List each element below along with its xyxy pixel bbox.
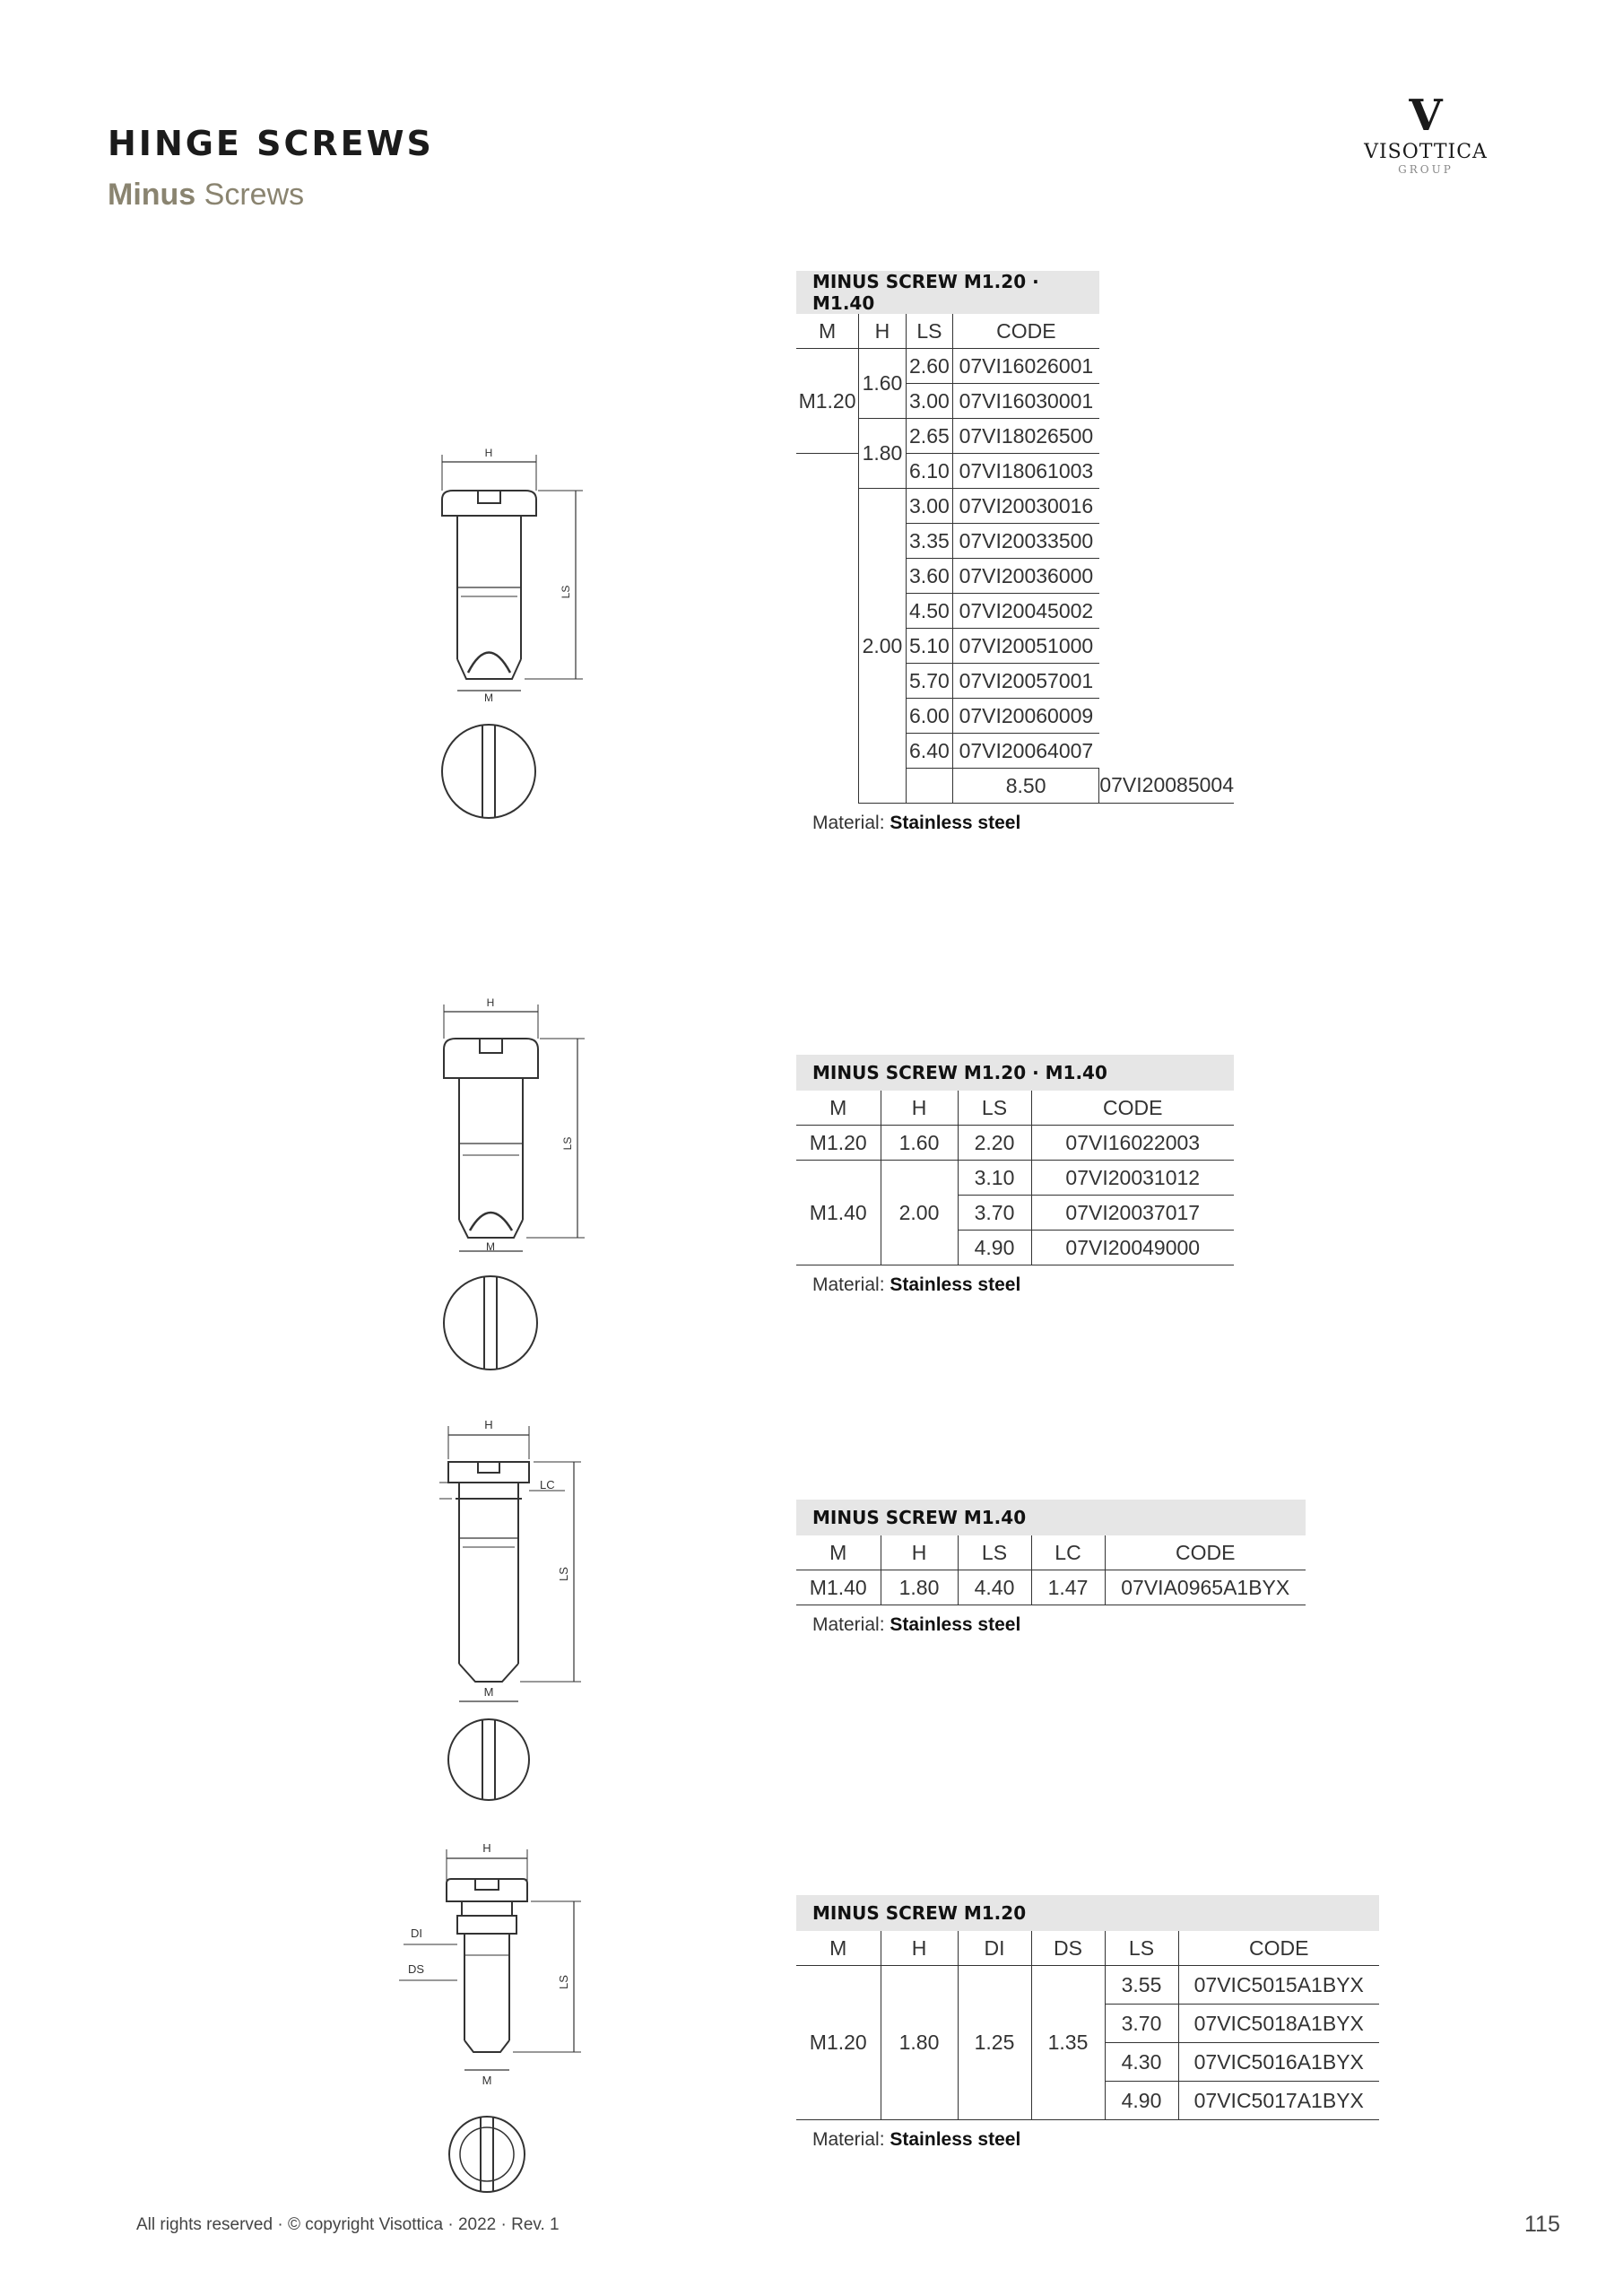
cell-ls: 3.60 [906, 559, 952, 594]
cell-lc: 1.47 [1031, 1570, 1105, 1605]
material-note [796, 813, 1234, 834]
subtitle-rest: Screws [204, 178, 305, 212]
cell-ls: 4.40 [958, 1570, 1031, 1605]
cell-m: M1.20 [796, 1966, 881, 2120]
col-header-m: M [796, 1931, 881, 1966]
cell-ls: 3.10 [958, 1161, 1031, 1196]
logo-mark: V [1409, 91, 1443, 141]
cell-code: 07VI20060009 [952, 699, 1098, 734]
logo-name: VISOTTICA [1364, 141, 1488, 163]
cell-ls: 3.55 [1105, 1966, 1178, 2005]
dim-ds-label: DS [408, 1962, 425, 1976]
cell-code: 07VI20045002 [952, 594, 1098, 629]
cell-ls: 2.65 [906, 419, 952, 454]
cell-code: 07VI20037017 [1031, 1196, 1234, 1231]
cell-code: 07VIC5018A1BYX [1178, 2005, 1379, 2043]
cell-m-empty-bottom [906, 769, 952, 804]
col-header-h: H [881, 1091, 958, 1126]
page-subtitle [108, 178, 304, 213]
cell-ls: 3.00 [906, 489, 952, 524]
dim-h-label: H [482, 1841, 491, 1855]
dim-h-label: H [484, 447, 493, 459]
page-number: 115 [1524, 2212, 1560, 2237]
dim-ls-label: LS [557, 1975, 570, 1989]
dim-m-label: M [483, 1685, 494, 1699]
cell-m: M1.40 [796, 1161, 881, 1265]
spec-table-4 [796, 1895, 1379, 2120]
spec-table-2 [796, 1055, 1234, 1265]
cell-code: 07VI20030016 [952, 489, 1098, 524]
footer-copyright: All rights reserved · © copyright Visottica · 2022 · Rev. 1 [136, 2215, 560, 2234]
cell-ls: 6.10 [906, 454, 952, 489]
cell-h: 1.60 [859, 349, 907, 419]
dim-m-label: M [484, 691, 493, 704]
cell-ls: 3.00 [906, 384, 952, 419]
col-header-h: H [881, 1931, 958, 1966]
col-header-m: M [796, 314, 859, 349]
material-value: Stainless steel [890, 2129, 1021, 2150]
col-header-m: M [796, 1091, 881, 1126]
cell-ls: 6.40 [906, 734, 952, 769]
cell-ls: 5.70 [906, 664, 952, 699]
screw-drawing-2 [386, 996, 619, 1381]
cell-ls: 3.70 [958, 1196, 1031, 1231]
cell-m: M1.40 [796, 1570, 881, 1605]
cell-h: 1.80 [859, 419, 907, 489]
col-header-h: H [859, 314, 907, 349]
cell-code: 07VIC5015A1BYX [1178, 1966, 1379, 2005]
table-caption: MINUS SCREW M1.40 [796, 1500, 1306, 1535]
dim-di-label: DI [411, 1926, 422, 1940]
material-value: Stainless steel [890, 1614, 1021, 1635]
cell-h: 1.80 [881, 1966, 958, 2120]
cell-h: 2.00 [881, 1161, 958, 1265]
material-value: Stainless steel [890, 813, 1021, 833]
col-header-ls: LS [1105, 1931, 1178, 1966]
material-note [796, 1614, 1306, 1636]
cell-ls: 5.10 [906, 629, 952, 664]
material-label: Material: [812, 2129, 885, 2150]
material-label: Material: [812, 813, 885, 833]
cell-code: 07VI20085004 [1099, 769, 1234, 804]
cell-code: 07VI20049000 [1031, 1231, 1234, 1265]
screw-drawing-1 [386, 444, 619, 848]
material-note [796, 2129, 1379, 2151]
cell-code: 07VI20064007 [952, 734, 1098, 769]
spec-table-3 [796, 1500, 1306, 1605]
col-header-ls: LS [958, 1535, 1031, 1570]
cell-code: 07VI20051000 [952, 629, 1098, 664]
cell-ls: 6.00 [906, 699, 952, 734]
cell-code: 07VI20057001 [952, 664, 1098, 699]
col-header-ds: DS [1031, 1931, 1105, 1966]
spec-table-1 [796, 271, 1234, 804]
cell-code: 07VIC5016A1BYX [1178, 2043, 1379, 2082]
cell-ls: 4.50 [906, 594, 952, 629]
dim-m-label: M [482, 2074, 492, 2087]
col-header-code: CODE [1031, 1091, 1234, 1126]
cell-ls: 8.50 [952, 769, 1098, 804]
cell-code: 07VI16026001 [952, 349, 1098, 384]
cell-ls: 4.90 [1105, 2082, 1178, 2120]
table-caption: MINUS SCREW M1.20 [796, 1895, 1379, 1931]
col-header-h: H [881, 1535, 958, 1570]
material-value: Stainless steel [890, 1274, 1021, 1295]
cell-code: 07VIC5017A1BYX [1178, 2082, 1379, 2120]
cell-ls: 2.60 [906, 349, 952, 384]
col-header-code: CODE [952, 314, 1098, 349]
material-label: Material: [812, 1614, 885, 1635]
screw-drawing-3 [386, 1413, 619, 1825]
cell-ds: 1.35 [1031, 1966, 1105, 2120]
col-header-di: DI [958, 1931, 1031, 1966]
cell-ls: 3.70 [1105, 2005, 1178, 2043]
dim-h-label: H [486, 996, 495, 1009]
cell-code: 07VI18026500 [952, 419, 1098, 454]
cell-code: 07VI20031012 [1031, 1161, 1234, 1196]
cell-h: 1.60 [881, 1126, 958, 1161]
cell-code: 07VI20036000 [952, 559, 1098, 594]
cell-code: 07VI16030001 [952, 384, 1098, 419]
cell-di: 1.25 [958, 1966, 1031, 2120]
col-header-lc: LC [1031, 1535, 1105, 1570]
dim-h-label: H [484, 1418, 493, 1431]
cell-code: 07VI16022003 [1031, 1126, 1234, 1161]
col-header-code: CODE [1178, 1931, 1379, 1966]
cell-code: 07VIA0965A1BYX [1105, 1570, 1306, 1605]
dim-ls-label: LS [557, 1567, 570, 1581]
visottica-logo [1354, 91, 1497, 176]
material-note [796, 1274, 1234, 1296]
col-header-ls: LS [958, 1091, 1031, 1126]
material-label: Material: [812, 1274, 885, 1295]
col-header-m: M [796, 1535, 881, 1570]
cell-m: M1.20 [796, 1126, 881, 1161]
cell-ls: 2.20 [958, 1126, 1031, 1161]
col-header-ls: LS [906, 314, 952, 349]
dim-m-label: M [486, 1240, 495, 1253]
dim-ls-label: LS [561, 1136, 574, 1151]
col-header-code: CODE [1105, 1535, 1306, 1570]
cell-m-empty [796, 454, 859, 804]
dim-lc-label: LC [540, 1478, 555, 1492]
cell-code: 07VI18061003 [952, 454, 1098, 489]
screw-drawing-4 [386, 1839, 619, 2197]
logo-group: GROUP [1398, 163, 1454, 176]
cell-h: 2.00 [859, 489, 907, 804]
cell-ls: 4.30 [1105, 2043, 1178, 2082]
table-caption: MINUS SCREW M1.20 · M1.40 [796, 1055, 1234, 1091]
subtitle-bold: Minus [108, 178, 196, 212]
table-caption: MINUS SCREW M1.20 · M1.40 [796, 271, 1099, 314]
cell-m: M1.20 [796, 349, 859, 454]
cell-code: 07VI20033500 [952, 524, 1098, 559]
cell-ls: 3.35 [906, 524, 952, 559]
page-title: HINGE SCREWS [108, 124, 434, 163]
cell-ls: 4.90 [958, 1231, 1031, 1265]
dim-ls-label: LS [560, 585, 572, 599]
cell-h: 1.80 [881, 1570, 958, 1605]
